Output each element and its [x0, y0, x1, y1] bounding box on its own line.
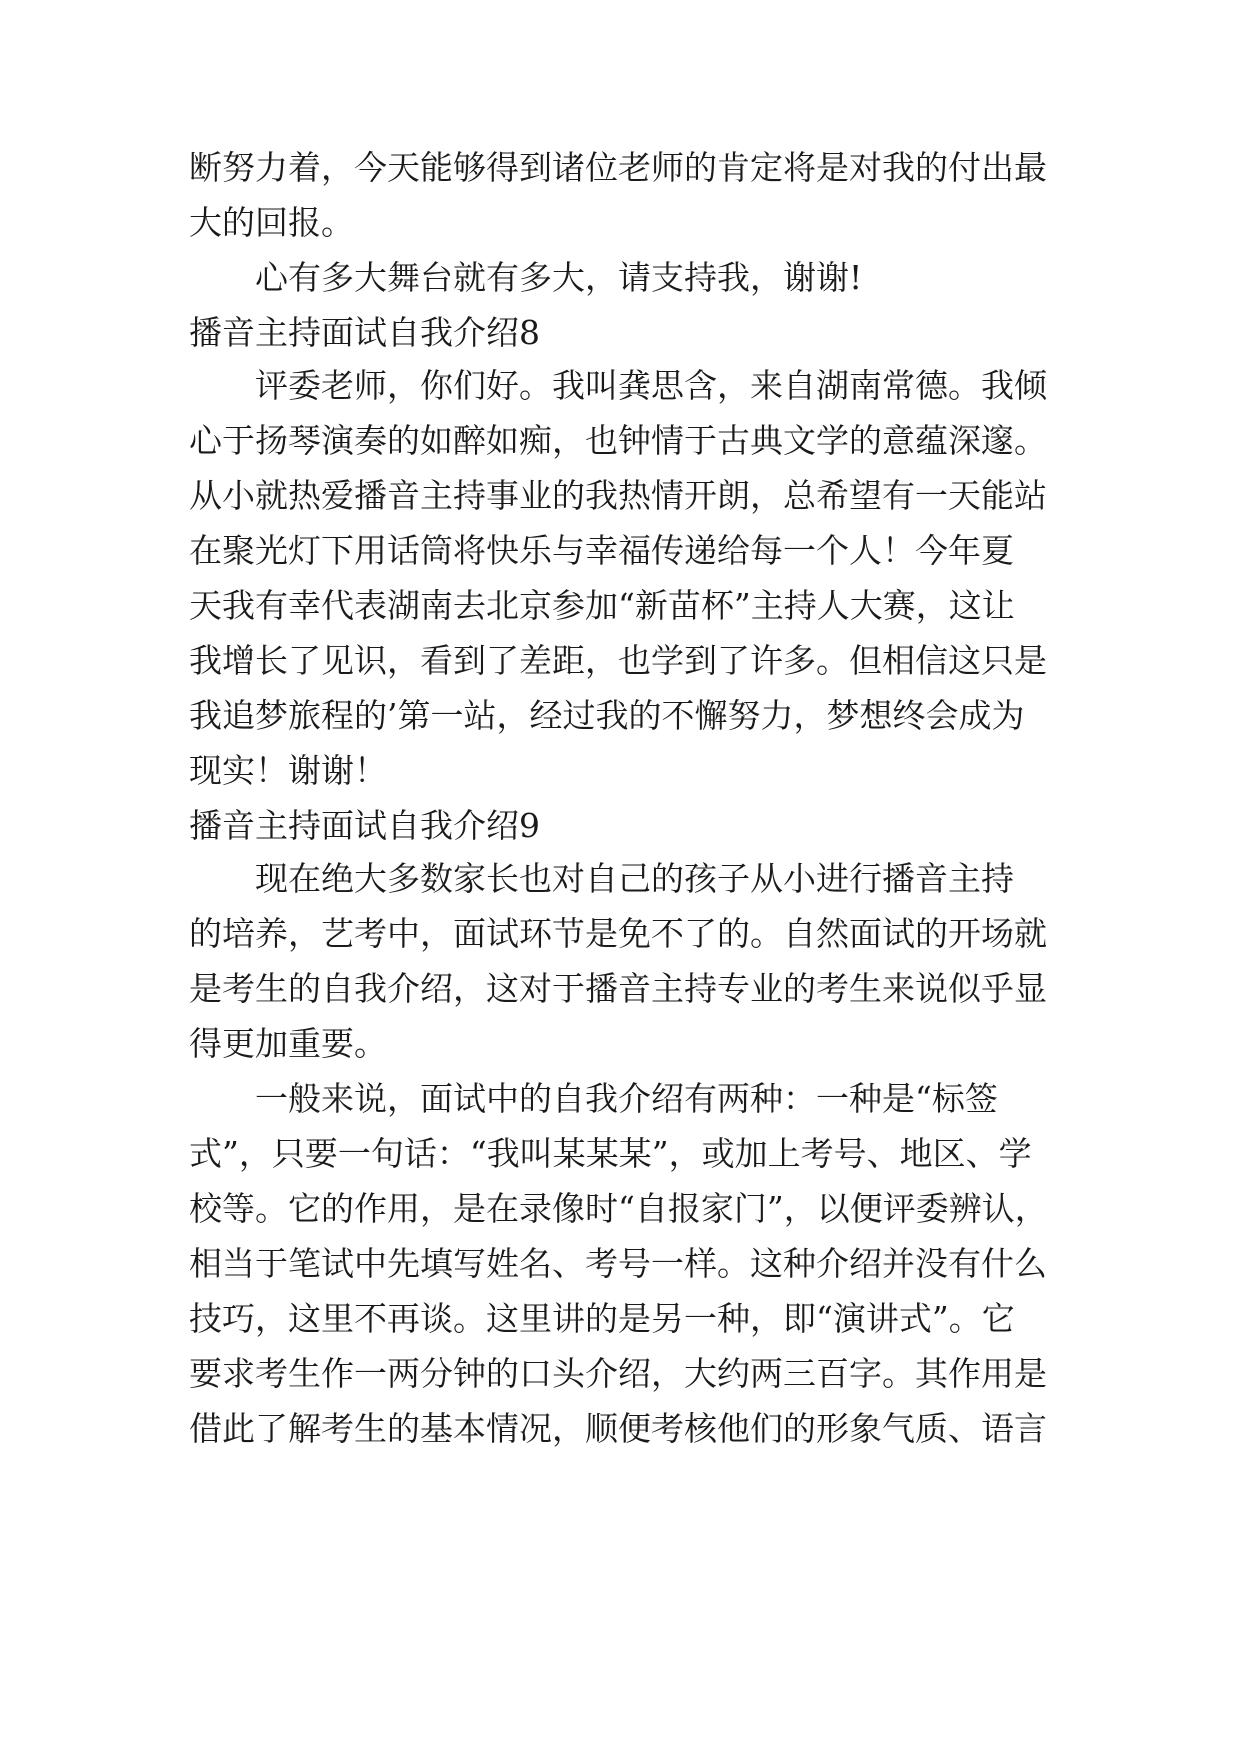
text-line: 借此了解考生的基本情况，顺便考核他们的形象气质、语言 — [189, 1409, 1047, 1448]
text-line: 天我有幸代表湖南去北京参加“新苗杯”主持人大赛，这让 — [189, 586, 1015, 625]
text-line: 在聚光灯下用话筒将快乐与幸福传递给每一个人！今年夏 — [189, 531, 1014, 570]
text-line: 断努力着，今天能够得到诸位老师的肯定将是对我的付出最 — [189, 148, 1047, 187]
text-line: 现在绝大多数家长也对自己的孩子从小进行播音主持 — [255, 859, 1014, 898]
text-line: 得更加重要。 — [189, 1024, 387, 1063]
text-line: 评委老师，你们好。我叫龚思含，来自湖南常德。我倾 — [255, 366, 1047, 405]
text-line: 式”，只要一句话：“我叫某某某”，或加上考号、地区、学 — [189, 1134, 1032, 1173]
text-line: 从小就热爱播音主持事业的我热情开朗，总希望有一天能站 — [189, 476, 1047, 515]
text-line: 的培养，艺考中，面试环节是免不了的。自然面试的开场就 — [189, 914, 1047, 953]
text-line: 要求考生作一两分钟的口头介绍，大约两三百字。其作用是 — [189, 1354, 1047, 1393]
text-line: 是考生的自我介绍，这对于播音主持专业的考生来说似乎显 — [189, 969, 1047, 1008]
text-line: 心有多大舞台就有多大，请支持我，谢谢! — [255, 258, 863, 297]
section-heading: 播音主持面试自我介绍9 — [189, 806, 540, 845]
text-line: 一般来说，面试中的自我介绍有两种：一种是“标签 — [255, 1079, 998, 1118]
section-heading: 播音主持面试自我介绍8 — [189, 313, 540, 352]
text-line: 我增长了见识，看到了差距，也学到了许多。但相信这只是 — [189, 641, 1047, 680]
text-line: 技巧，这里不再谈。这里讲的是另一种，即“演讲式”。它 — [189, 1299, 1015, 1338]
text-line: 我追梦旅程的’第一站，经过我的不懈努力，梦想终会成为 — [189, 696, 1025, 735]
text-line: 大的回报。 — [189, 203, 354, 242]
text-line: 现实！谢谢！ — [189, 751, 387, 790]
text-line: 相当于笔试中先填写姓名、考号一样。这种介绍并没有什么 — [189, 1244, 1047, 1283]
text-line: 心于扬琴演奏的如醉如痴，也钟情于古典文学的意蕴深邃。 — [189, 421, 1047, 460]
text-line: 校等。它的作用，是在录像时“自报家门”，以便评委辨认， — [189, 1189, 1048, 1228]
